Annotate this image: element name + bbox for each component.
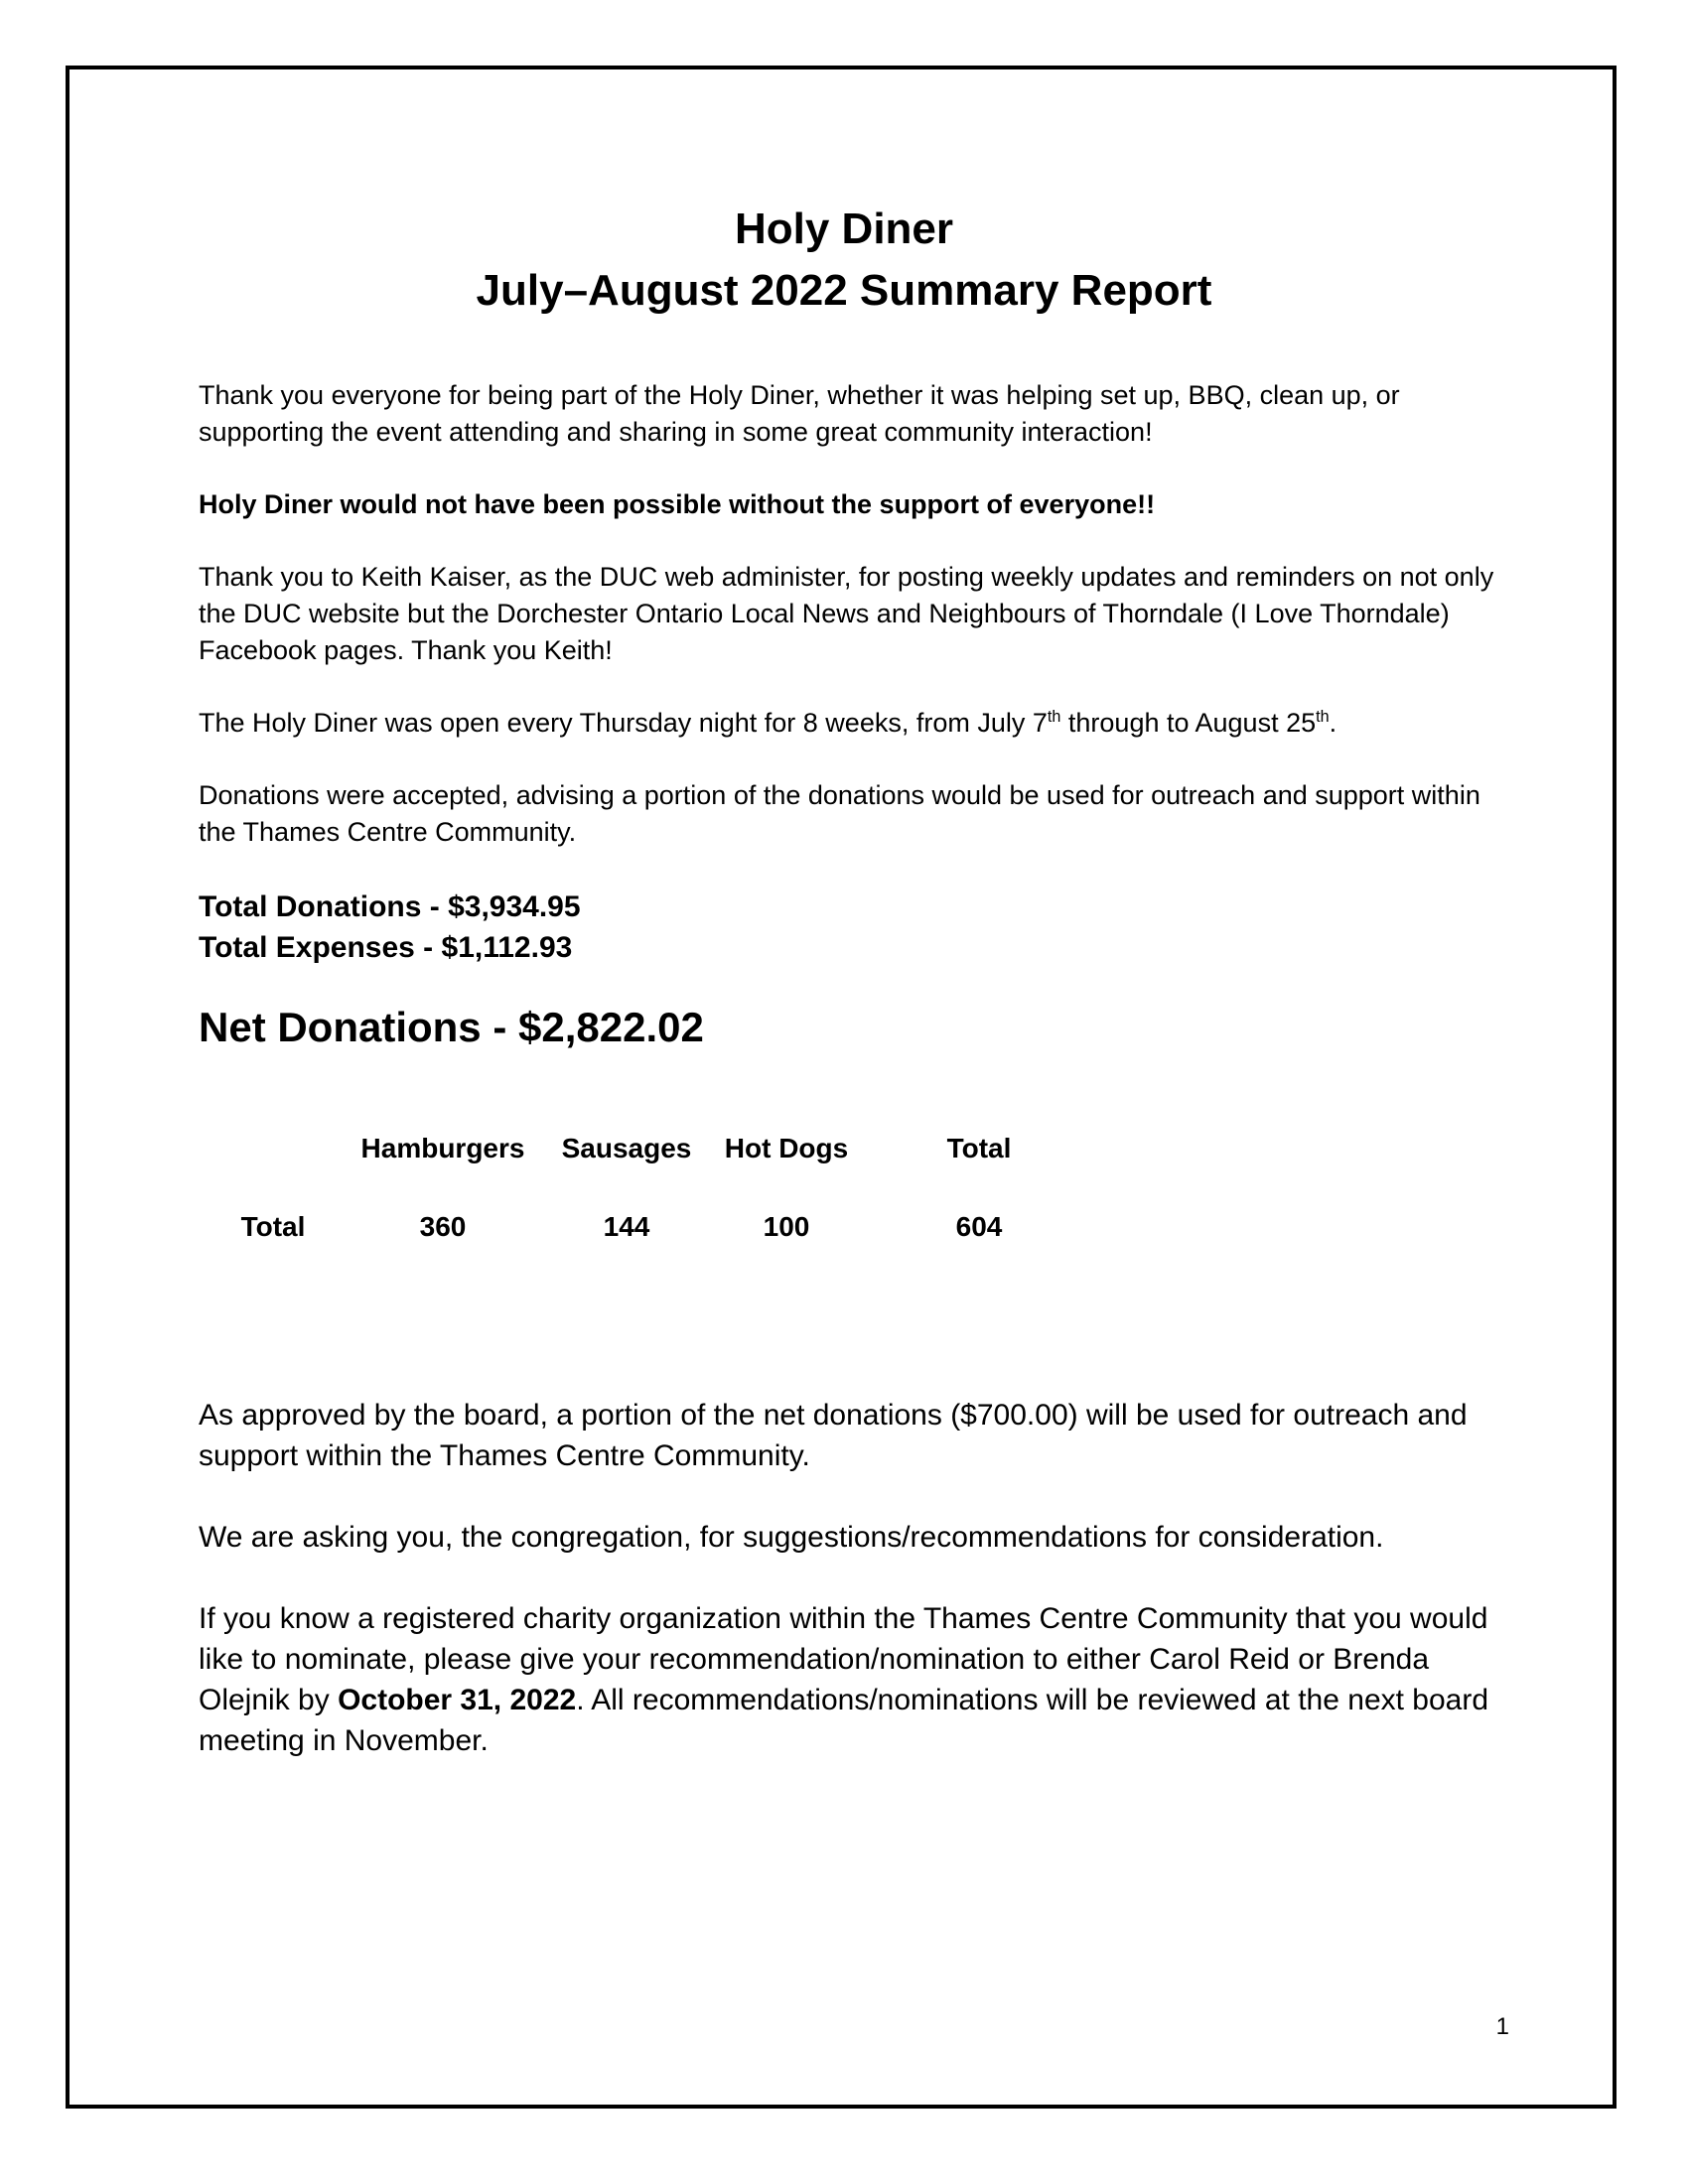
- page-number: 1: [1495, 2013, 1509, 2040]
- page-border: [66, 66, 1617, 2109]
- schedule-text-3: .: [1329, 708, 1337, 738]
- title-line-2: July–August 2022 Summary Report: [476, 266, 1212, 315]
- title-line-1: Holy Diner: [734, 205, 954, 253]
- table-value-hot-dogs: 100: [763, 1211, 810, 1242]
- table-header-sausages: Sausages: [561, 1133, 692, 1163]
- request-paragraph: We are asking you, the congregation, for suggestions/recommendations for consideration.: [199, 1521, 1384, 1554]
- support-statement: Holy Diner would not have been possible without the support of everyone!!: [199, 489, 1156, 519]
- table-value-hamburgers: 360: [419, 1211, 467, 1242]
- table-row-label: Total: [240, 1211, 306, 1242]
- table-header-hot-dogs: Hot Dogs: [724, 1133, 849, 1163]
- nomination-text-1: If you know a registered charity organization within the Thames Centre Community that you would like to nominate, please give your recommendation/nomination to either Carol Reid or Brenda Olejnik by: [199, 1602, 1488, 1716]
- nomination-paragraph: [199, 1598, 1509, 1761]
- schedule-text-2: through to August 25: [1060, 708, 1317, 738]
- schedule-sup-2: th: [1316, 708, 1330, 726]
- approval-paragraph: As approved by the board, a portion of the net donations ($700.00) will be used for outreach and support within the Thames Centre Community.: [199, 1399, 1468, 1472]
- table-value-sausages: 144: [603, 1211, 650, 1242]
- nomination-text-2: . All recommendations/nominations will be reviewed at the next board meeting in November.: [199, 1684, 1489, 1757]
- schedule-sup-1: th: [1047, 708, 1061, 726]
- report-body: [199, 377, 1509, 1055]
- table-header-hamburgers: Hamburgers: [360, 1133, 525, 1163]
- closing-section: [199, 1395, 1509, 1761]
- net-donations: Net Donations - $2,822.02: [199, 1004, 704, 1050]
- total-donations: Total Donations - $3,934.95: [199, 890, 581, 923]
- totals-block: [199, 887, 1509, 968]
- schedule-paragraph: [199, 705, 1509, 742]
- schedule-text-1: The Holy Diner was open every Thursday night for 8 weeks, from July 7: [199, 708, 1048, 738]
- thanks-paragraph: Thank you to Keith Kaiser, as the DUC web administer, for posting weekly updates and reminders on not only the DUC website but the Dorchester Ontario Local News and Neighbours of Thorndale (I Love Thorndale) Facebook pages. Thank you Keith!: [199, 562, 1494, 665]
- table-value-total: 604: [955, 1211, 1003, 1242]
- title-block: [0, 199, 1688, 322]
- total-expenses: Total Expenses - $1,112.93: [199, 931, 573, 964]
- donations-paragraph: Donations were accepted, advising a portion of the donations would be used for outreach and support within the Thames Centre Community.: [199, 780, 1480, 847]
- nomination-deadline: October 31, 2022: [338, 1684, 577, 1716]
- intro-paragraph: Thank you everyone for being part of the Holy Diner, whether it was helping set up, BBQ, clean up, or supporting the event attending and sharing in some great community interaction!: [199, 380, 1400, 447]
- table-header-total: Total: [946, 1133, 1012, 1163]
